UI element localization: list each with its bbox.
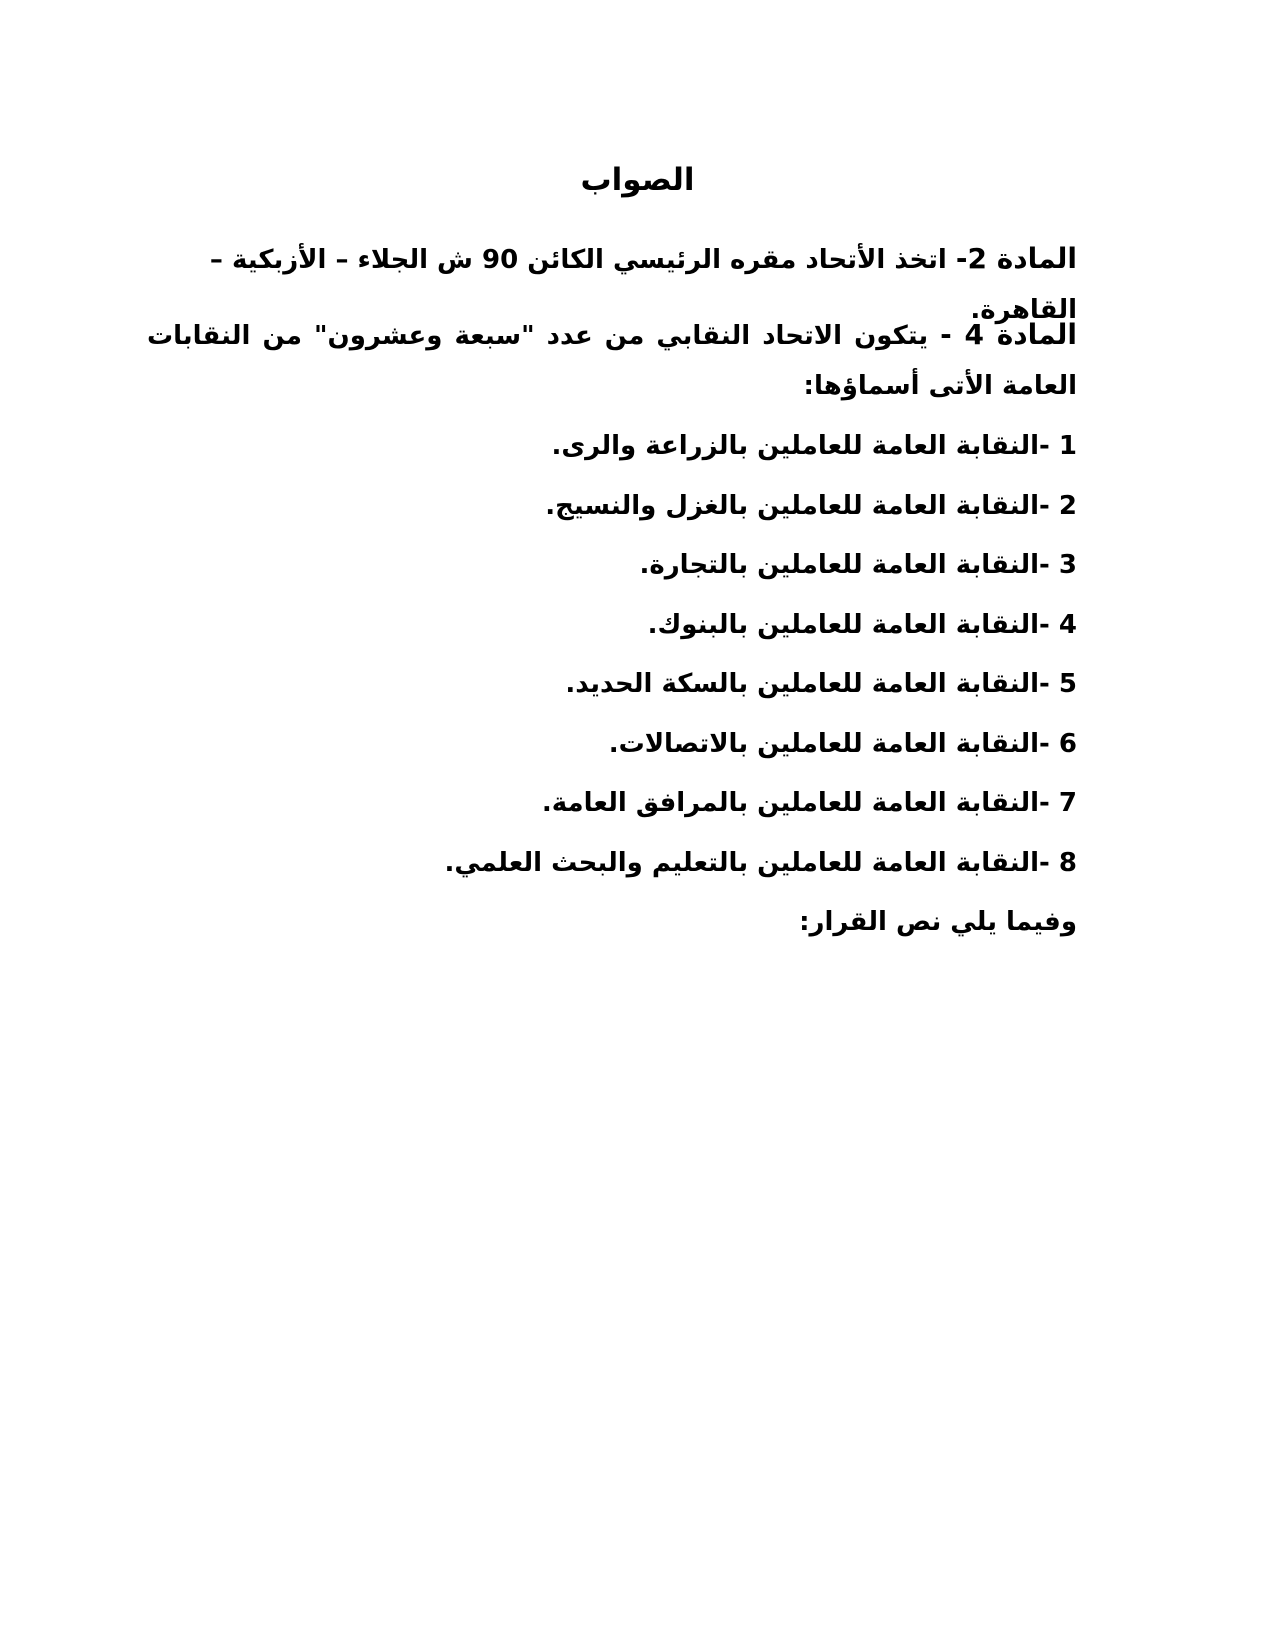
list-item-number: 4	[1058, 609, 1077, 640]
list-item-number: 3	[1058, 550, 1077, 580]
list-item	[147, 719, 1077, 779]
list-item	[147, 659, 1077, 719]
article-4-label: المادة 4 -	[940, 318, 1077, 351]
list-item-number: 6	[1058, 728, 1077, 759]
list-item	[147, 600, 1077, 660]
list-item-name: -النقابة العامة للعاملين بالتجارة.	[639, 550, 1050, 580]
list-item-name: -النقابة العامة للعاملين بالزراعة والرى.	[551, 431, 1050, 461]
list-item	[147, 838, 1077, 898]
unions-list	[147, 421, 1077, 897]
list-item-number: 5	[1058, 669, 1077, 699]
list-item	[147, 421, 1077, 481]
article-4	[147, 310, 1077, 411]
list-item-name: -النقابة العامة للعاملين بالاتصالات.	[608, 728, 1050, 759]
list-item-number: 8	[1058, 847, 1077, 878]
list-item	[147, 481, 1077, 541]
list-item-name: -النقابة العامة للعاملين بالبنوك.	[647, 609, 1050, 640]
list-item-number: 1	[1058, 431, 1077, 461]
page-title: الصواب	[580, 162, 695, 198]
article-2-label: المادة 2-	[955, 242, 1077, 275]
article-2-text: اتخذ الأتحاد مقره الرئيسي الكائن 90 ش الجلاء – الأزبكية – القاهرة.	[209, 245, 1077, 325]
list-item-name: -النقابة العامة للعاملين بالغزل والنسيج.	[545, 490, 1050, 521]
list-item	[147, 540, 1077, 600]
closing-line: وفيما يلي نص القرار:	[799, 907, 1077, 937]
list-item-number: 2	[1058, 490, 1077, 521]
list-item-name: -النقابة العامة للعاملين بالتعليم والبحث العلمي.	[444, 847, 1050, 878]
list-item-number: 7	[1058, 788, 1077, 818]
article-4-text: يتكون الاتحاد النقابي من عدد "سبعة وعشرون" من النقابات العامة الأتى أسماؤها:	[147, 321, 1077, 401]
list-item-name: -النقابة العامة للعاملين بالمرافق العامة.	[541, 788, 1050, 818]
list-item-name: -النقابة العامة للعاملين بالسكة الحديد.	[565, 669, 1050, 699]
list-item	[147, 778, 1077, 838]
